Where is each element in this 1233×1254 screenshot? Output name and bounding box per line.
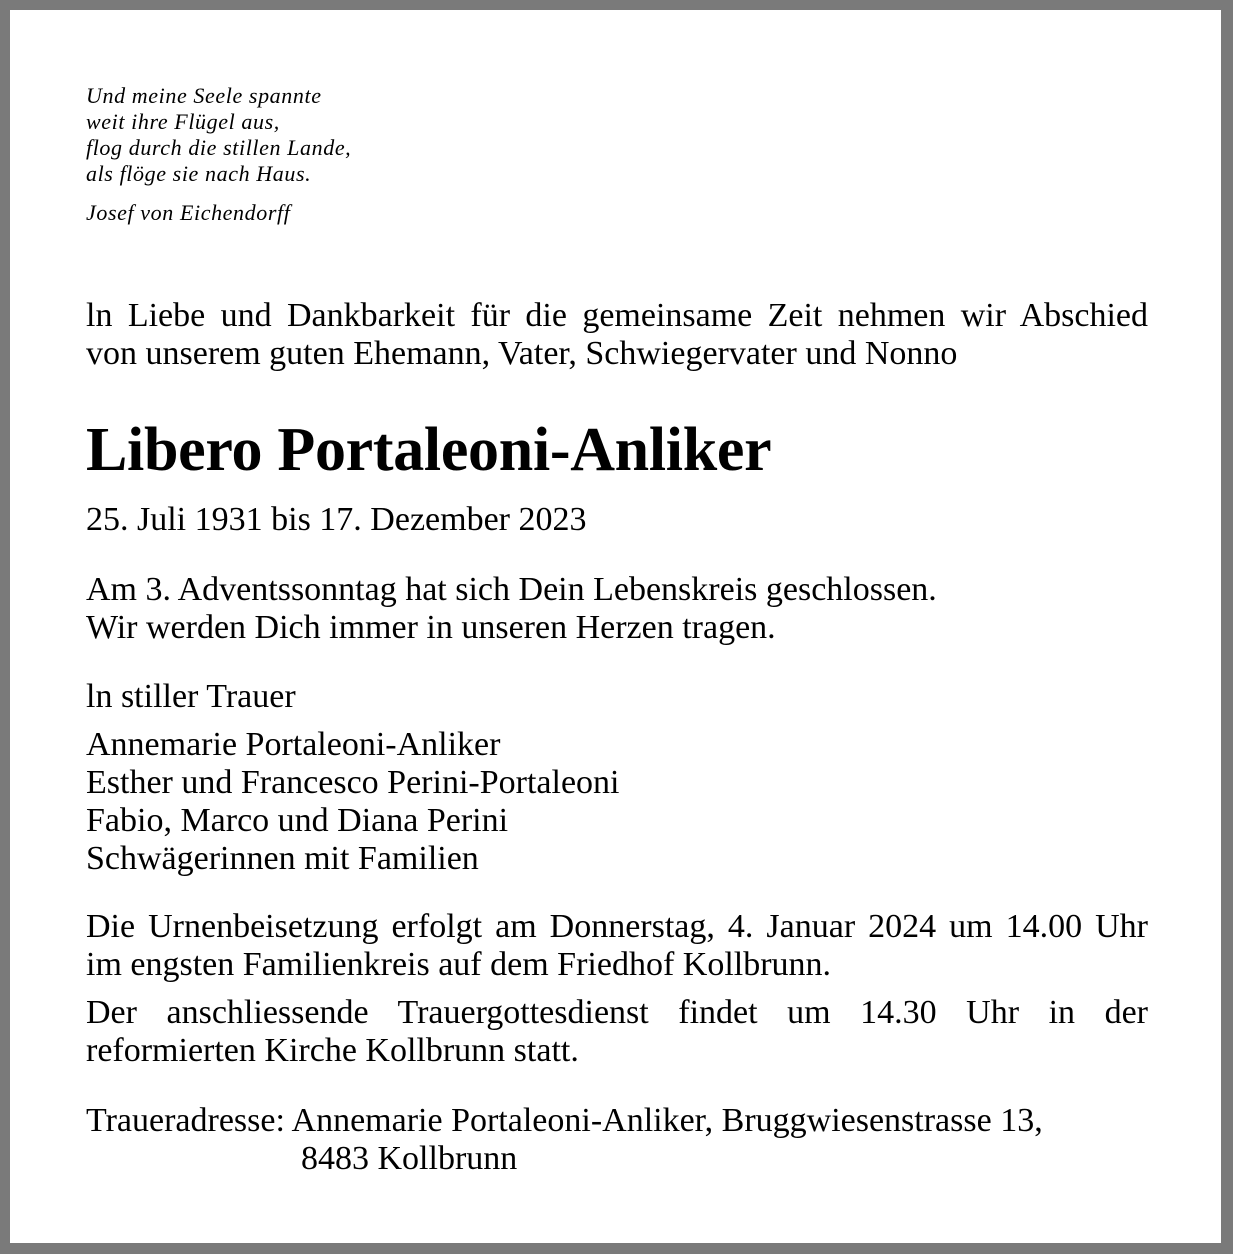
mourning-address [86, 1102, 1043, 1178]
burial-line: Die Urnenbeisetzung erfolgt am Donnerstag, 4. Januar 2024 um 14.00 Uhr [86, 908, 1148, 945]
mourning-intro-text: ln stiller Trauer [86, 678, 296, 715]
message-line: Wir werden Dich immer in unseren Herzen tragen. [86, 609, 776, 646]
service-line: Der anschliessende Trauergottesdienst findet um 14.30 Uhr in der [86, 994, 1148, 1031]
life-dates: 25. Juli 1931 bis 17. Dezember 2023 [86, 501, 587, 538]
poem-line: Und meine Seele spannte [86, 83, 322, 108]
mourner-name: Schwägerinnen mit Familien [86, 840, 479, 877]
mourning-intro [86, 678, 296, 716]
mourner-name: Esther und Francesco Perini-Portaleoni [86, 764, 620, 801]
address-line: Traueradresse: Annemarie Portaleoni-Anliker, Bruggwiesenstrasse 13, [86, 1102, 1043, 1139]
address-line: 8483 Kollbrunn [301, 1140, 518, 1177]
service-info [86, 994, 1148, 1070]
poem-line: weit ihre Flügel aus, [86, 109, 280, 134]
poem-line: als flöge sie nach Haus. [86, 161, 312, 186]
burial-line: im engsten Familienkreis auf dem Friedhof Kollbrunn. [86, 946, 832, 983]
service-line: reformierten Kirche Kollbrunn statt. [86, 1032, 579, 1069]
deceased-name: Libero Portaleoni-Anliker [86, 416, 772, 484]
message-text [86, 571, 937, 647]
obituary-page [10, 10, 1221, 1243]
mourner-name: Annemarie Portaleoni-Anliker [86, 726, 501, 763]
intro-line: ln Liebe und Dankbarkeit für die gemeinsame Zeit nehmen wir Abschied [86, 297, 1148, 334]
intro-line: von unserem guten Ehemann, Vater, Schwiegervater und Nonno [86, 335, 958, 372]
intro-text [86, 297, 1148, 373]
poem-author: Josef von Eichendorff [86, 200, 291, 225]
mourners-list [86, 726, 619, 878]
message-line: Am 3. Adventssonntag hat sich Dein Lebenskreis geschlossen. [86, 571, 937, 608]
poem [86, 83, 351, 187]
mourner-name: Fabio, Marco und Diana Perini [86, 802, 509, 839]
burial-info [86, 908, 1148, 984]
poem-line: flog durch die stillen Lande, [86, 135, 352, 160]
